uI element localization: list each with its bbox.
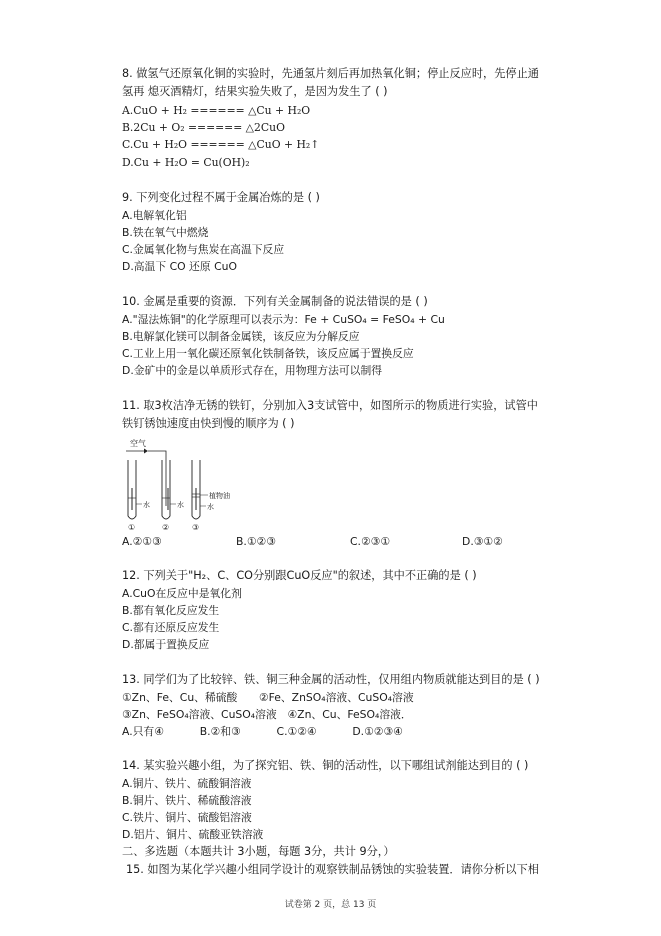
q8-option-b: B.2Cu + O₂ ====== △2CuO [122,121,285,134]
q13-groups-line2: ③Zn、FeSO₄溶液、CuSO₄溶液 ④Zn、Cu、FeSO₄溶液． [122,708,412,721]
q11-option-b: B.①②③ [236,535,276,548]
tube2-label: ② [162,523,170,532]
q11-options-row [122,535,542,551]
q11-stem-line1: 11. 取3枚洁净无锈的铁钉，分别加入3支试管中，如图所示的物质进行实验，试管中 [122,399,538,412]
q10-stem: 10. 金属是重要的资源．下列有关金属制备的说法错误的是 ( ) [122,295,428,308]
page-footer: 试卷第 2 页，总 13 页 [284,900,377,910]
q10-option-d: D.金矿中的金是以单质形式存在，用物理方法可以制得 [122,364,383,377]
q9-option-d: D.高温下 CO 还原 CuO [122,260,237,273]
q15-stem: 15. 如图为某化学兴趣小组同学设计的观察铁制品锈蚀的实验装置．请你分析以下相 [126,863,539,876]
q11-rusting-figure [122,436,242,532]
tube1-water-label: 水 [143,501,150,509]
q13-stem: 13. 同学们为了比较锌、铁、铜三种金属的活动性，仅用组内物质就能达到目的是 ( ) [122,673,540,686]
q14-option-d: D.铝片、铜片、硫酸亚铁溶液 [122,828,264,841]
q8-stem-line2: 氢再 熄灭酒精灯，结果实验失败了，是因为发生了 ( ) [122,85,388,98]
q13-options: A.只有④ B.②和③ C.①②④ D.①②③④ [122,725,403,738]
q14-option-a: A.铜片、铁片、硫酸铜溶液 [122,777,252,790]
q12-option-c: C.都有还原反应发生 [122,621,220,634]
q10-option-b: B.电解氯化镁可以制备金属镁，该反应为分解反应 [122,330,360,343]
q11-stem-line2: 铁钉锈蚀速度由快到慢的顺序为 ( ) [122,417,295,430]
q11-option-a: A.②①③ [122,535,162,548]
air-arrow-head [144,449,148,454]
test-tube-3 [192,460,230,532]
section2-title: 二、多选题（本题共计 3小题，每题 3分，共计 9分，） [122,845,395,858]
q9-option-c: C.金属氧化物与焦炭在高温下反应 [122,243,285,256]
q9-stem: 9. 下列变化过程不属于金属冶炼的是 ( ) [122,191,320,204]
q12-option-b: B.都有氧化反应发生 [122,604,220,617]
q8-option-c: C.Cu + H₂O ====== △CuO + H₂↑ [122,138,320,151]
q14-option-b: B.铜片、铁片、稀硫酸溶液 [122,794,252,807]
q8-option-a: A.CuO + H₂ ====== △Cu + H₂O [122,104,311,117]
test-tube-2 [148,451,184,532]
tube1-label: ① [128,523,136,532]
tube3-water-label: 水 [207,503,214,511]
q14-option-c: C.铁片、铜片、硫酸铝溶液 [122,811,252,824]
q8-stem-line1: 8. 做氢气还原氧化铜的实验时，先通氢片刻后再加热氧化铜；停止反应时，先停止通 [122,67,539,80]
oil-label: 植物油 [209,492,230,500]
q9-option-b: B.铁在氧气中燃烧 [122,226,209,239]
q11-option-d: D.③①② [462,535,503,548]
q11-option-c: C.②③① [350,535,391,548]
tube3-label: ③ [192,523,200,532]
q12-option-d: D.都属于置换反应 [122,638,210,651]
q12-option-a: A.CuO在反应中是氧化剂 [122,587,242,600]
q10-option-c: C.工业上用一氧化碳还原氧化铁制备铁，该反应属于置换反应 [122,347,414,360]
q8-option-d: D.Cu + H₂O = Cu(OH)₂ [122,156,250,169]
test-tube-1 [128,460,150,532]
tube2-water-label: 水 [177,501,184,509]
q12-stem: 12. 下列关于"H₂、C、CO分别跟CuO反应"的叙述，其中不正确的是 ( ) [122,569,477,582]
q14-stem: 14. 某实验兴趣小组，为了探究铝、铁、铜的活动性，以下哪组试剂能达到目的 ( ) [122,759,529,772]
q10-option-a: A."湿法炼铜"的化学原理可以表示为：Fe + CuSO₄ = FeSO₄ + Cu [122,313,445,326]
q9-option-a: A.电解氧化铝 [122,209,187,222]
q13-groups-line1: ①Zn、Fe、Cu、稀硫酸 ②Fe、ZnSO₄溶液、CuSO₄溶液 [122,691,414,704]
air-label: 空气 [130,439,146,448]
